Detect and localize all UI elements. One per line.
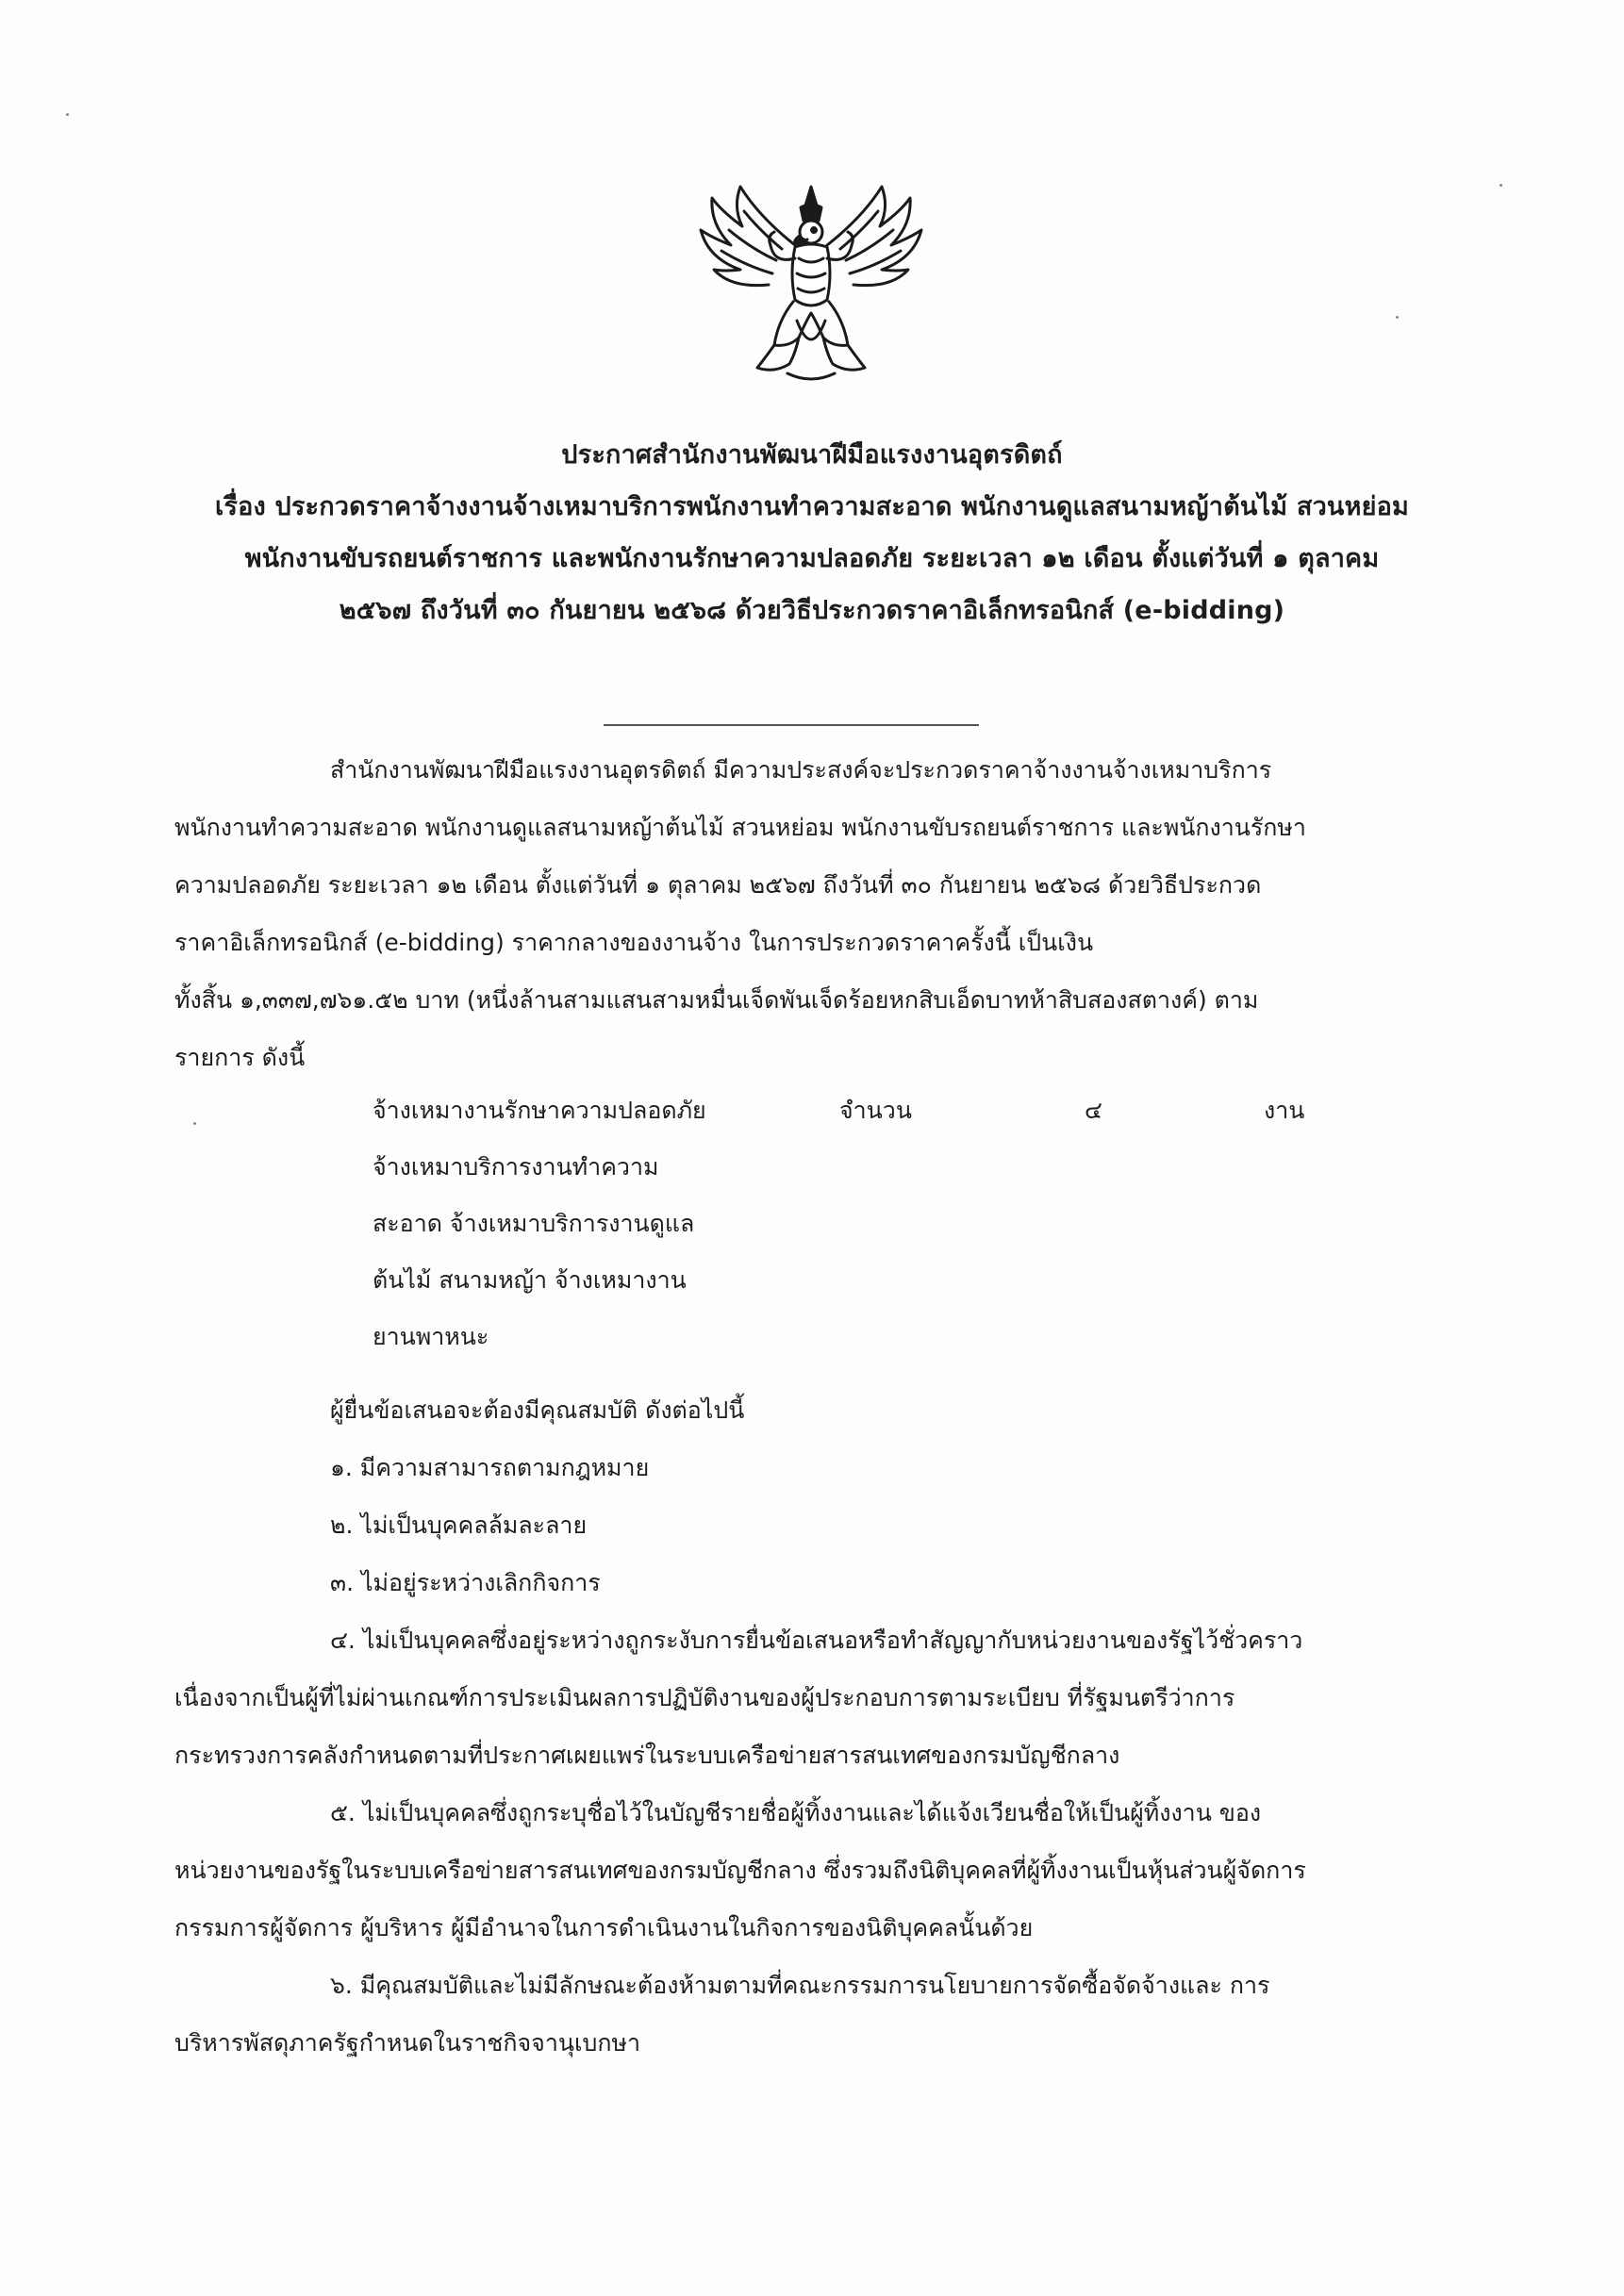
item-name-cont: จ้างเหมาบริการงานทำความ [373,1153,659,1181]
list-item [373,1196,706,1252]
qualifications-heading: ผู้ยื่นข้อเสนอจะต้องมีคุณสมบัติ ดังต่อไปนี้ [330,1396,745,1424]
intro-line-1: สำนักงานพัฒนาฝีมือแรงงานอุตรดิตถ์ มีความประสงค์จะประกวดราคาจ้างงานจ้างเหมาบริการ [330,756,1272,784]
qualification-5-line-1: ๕. ไม่เป็นบุคคลซึ่งถูกระบุชื่อไว้ในบัญชีรายชื่อผู้ทิ้งงานและได้แจ้งเวียนชื่อให้เป็นผู้ทิ้งงาน ของ [330,1799,1262,1826]
scan-speck [1396,316,1399,319]
intro-line-4: ราคาอิเล็กทรอนิกส์ (e-bidding) ราคากลางของงานจ้าง ในการประกวดราคาครั้งนี้ เป็นเงิน [174,929,1094,956]
item-name: จ้างเหมางานรักษาความปลอดภัย [373,1097,706,1124]
item-qty: ๔ [1085,1097,1102,1124]
scan-speck [66,113,69,116]
qualification-4-line-1: ๔. ไม่เป็นบุคคลซึ่งอยู่ระหว่างถูกระงับการยื่นข้อเสนอหรือทำสัญญากับหน่วยงานของรัฐไว้ชั่วคราว [330,1627,1303,1654]
garuda-emblem-icon [684,179,938,387]
qualification-2: ๒. ไม่เป็นบุคคลล้มละลาย [330,1511,588,1539]
title-line-1: ประกาศสำนักงานพัฒนาฝีมือแรงงานอุตรดิตถ์ [561,440,1063,470]
title-divider [604,724,979,726]
qualification-3: ๓. ไม่อยู่ระหว่างเลิกกิจการ [330,1569,601,1596]
scan-speck [193,1122,196,1125]
list-item [373,1082,1305,1139]
item-name-cont: ยานพาหนะ [373,1323,489,1350]
intro-line-5: ทั้งสิ้น ๑,๓๓๗,๗๖๑.๕๒ บาท (หนึ่งล้านสามแสนสามหมื่นเจ็ดพันเจ็ดร้อยหกสิบเอ็ดบาทห้าสิบสองสตางค์) ตาม [174,986,1259,1014]
list-item [373,1309,706,1365]
qualification-1: ๑. มีความสามารถตามกฎหมาย [330,1454,650,1481]
qualifications-section [174,1381,1429,2072]
intro-line-2: พนักงานทำความสะอาด พนักงานดูแลสนามหญ้าต้นไม้ สวนหย่อม พนักงานขับรถยนต์ราชการ และพนักงานรักษา [174,814,1306,841]
intro-paragraph [174,741,1429,1086]
intro-line-6: รายการ ดังนี้ [174,1044,306,1071]
intro-line-3: ความปลอดภัย ระยะเวลา ๑๒ เดือน ตั้งแต่วันที่ ๑ ตุลาคม ๒๕๖๗ ถึงวันที่ ๓๐ กันยายน ๒๕๖๘ ด้วยวิธีประกวด [174,871,1262,899]
qualification-6-line-1: ๖. มีคุณสมบัติและไม่มีลักษณะต้องห้ามตามที่คณะกรรมการนโยบายการจัดซื้อจัดจ้างและ การ [330,1972,1270,1999]
list-item [373,1252,706,1309]
qualification-5-line-3: กรรมการผู้จัดการ ผู้บริหาร ผู้มีอำนาจในการดำเนินงานในกิจการของนิติบุคคลนั้นด้วย [174,1914,1034,1941]
item-name-cont: สะอาด จ้างเหมาบริการงานดูแล [373,1210,695,1237]
item-name-cont: ต้นไม้ สนามหญ้า จ้างเหมางาน [373,1266,687,1294]
title-line-4: ๒๕๖๗ ถึงวันที่ ๓๐ กันยายน ๒๕๖๘ ด้วยวิธีประกวดราคาอิเล็กทรอนิกส์ (e-bidding) [339,596,1285,625]
item-list [373,1082,1305,1365]
qualification-6-line-2: บริหารพัสดุภาครัฐกำหนดในราชกิจจานุเบกษา [174,2029,641,2056]
qualification-4-line-2: เนื่องจากเป็นผู้ที่ไม่ผ่านเกณฑ์การประเมินผลการปฏิบัติงานของผู้ประกอบการตามระเบียบ ที่รัฐมนตรีว่าการ [174,1684,1235,1711]
title-line-3: พนักงานขับรถยนต์ราชการ และพนักงานรักษาความปลอดภัย ระยะเวลา ๑๒ เดือน ตั้งแต่วันที่ ๑ ตุลาคม [244,544,1380,573]
title-line-2: เรื่อง ประกวดราคาจ้างงานจ้างเหมาบริการพนักงานทำความสะอาด พนักงานดูแลสนามหญ้าต้นไม้ สวนหย่อม [214,492,1410,521]
qualification-4-line-3: กระทรวงการคลังกำหนดตามที่ประกาศเผยแพร่ในระบบเครือข่ายสารสนเทศของกรมบัญชีกลาง [174,1742,1120,1769]
scan-speck [1500,184,1502,187]
qualification-5-line-2: หน่วยงานของรัฐในระบบเครือข่ายสารสนเทศของกรมบัญชีกลาง ซึ่งรวมถึงนิติบุคคลที่ผู้ทิ้งงานเป็นหุ้นส่วนผู้จัดการ [174,1857,1306,1884]
list-item [373,1139,706,1196]
item-qty-label: จำนวน [839,1097,912,1124]
item-unit: งาน [1264,1097,1305,1124]
announcement-title [57,429,1567,636]
